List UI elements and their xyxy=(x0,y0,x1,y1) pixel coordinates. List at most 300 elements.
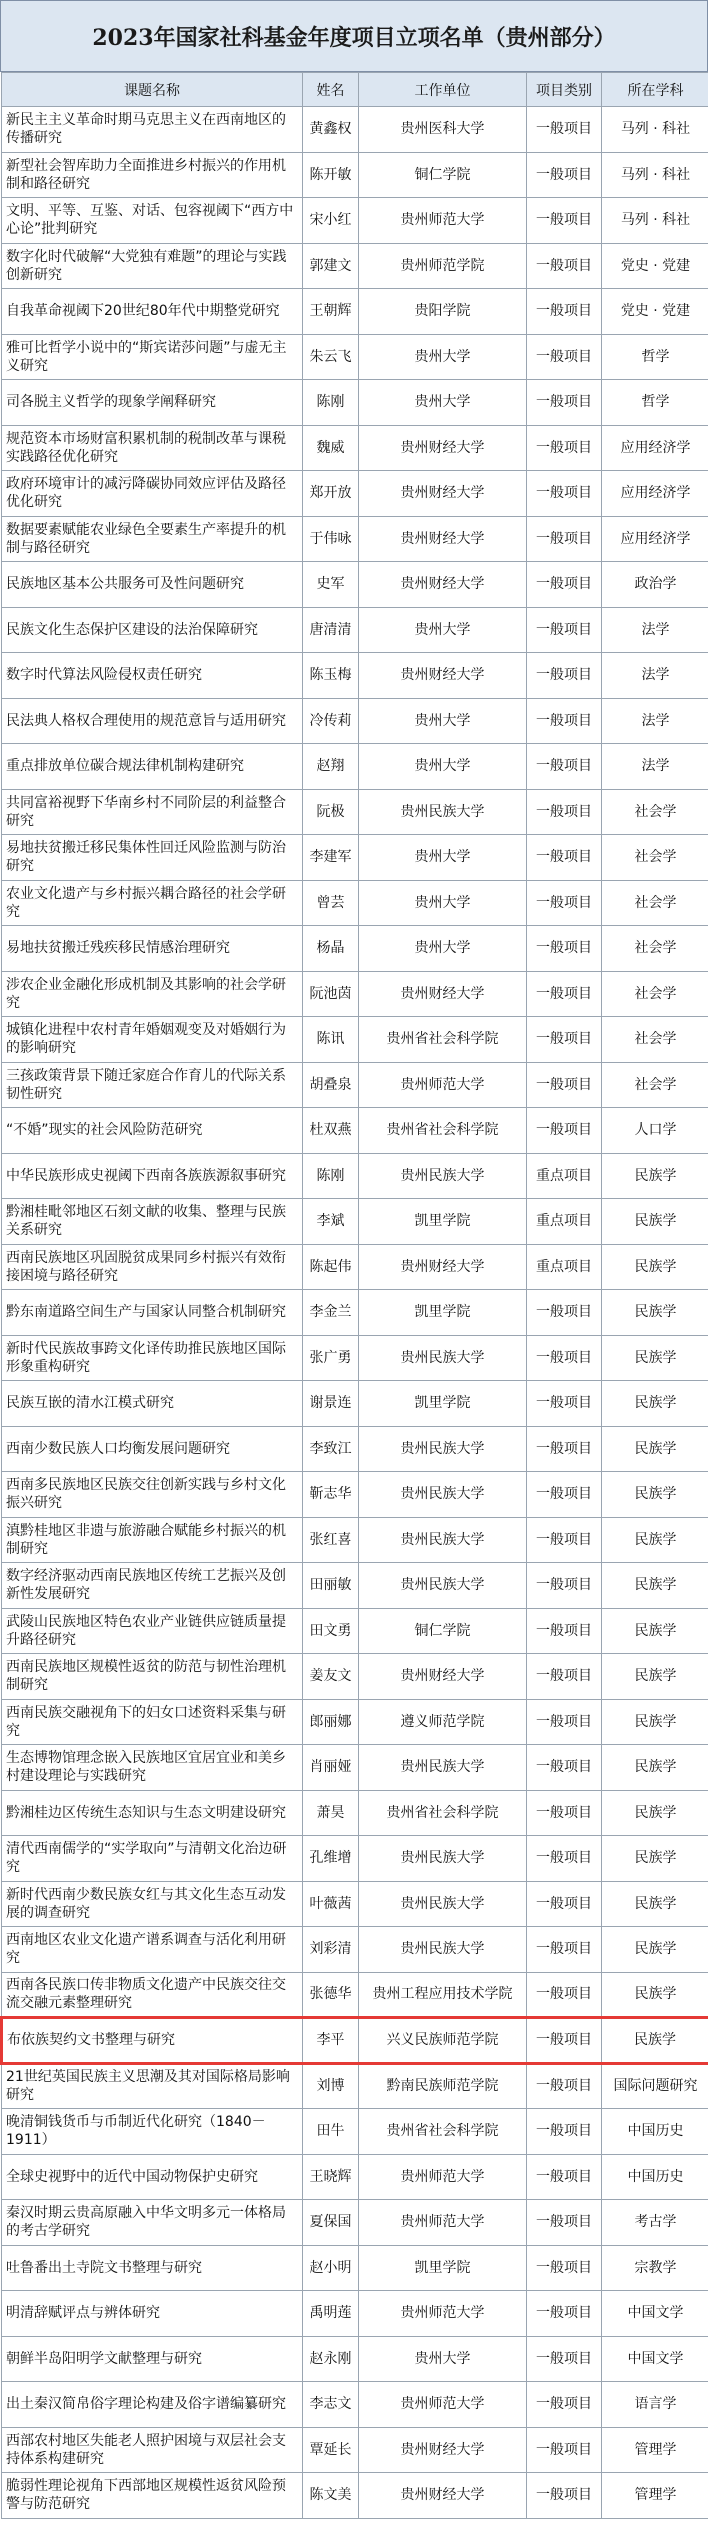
table-row xyxy=(2,425,708,471)
header-unit: 工作单位 xyxy=(359,73,527,107)
header-field: 所在学科 xyxy=(602,73,708,107)
cell-field: 人口学 xyxy=(602,1108,708,1154)
cell-topic: 滇黔桂地区非遗与旅游融合赋能乡村振兴的机制研究 xyxy=(2,1517,303,1563)
cell-name: 张广勇 xyxy=(303,1335,359,1381)
cell-field: 应用经济学 xyxy=(602,516,708,562)
table-row xyxy=(2,1699,708,1745)
cell-type: 一般项目 xyxy=(527,2382,602,2428)
cell-type: 一般项目 xyxy=(527,2018,602,2064)
cell-type: 一般项目 xyxy=(527,425,602,471)
cell-topic: 西南各民族口传非物质文化遗产中民族交往交流交融元素整理研究 xyxy=(2,1972,303,2018)
cell-name: 魏威 xyxy=(303,425,359,471)
table-row xyxy=(2,152,708,198)
table-row xyxy=(2,1790,708,1836)
cell-type: 一般项目 xyxy=(527,607,602,653)
cell-topic: 新型社会智库助力全面推进乡村振兴的作用机制和路径研究 xyxy=(2,152,303,198)
table-row xyxy=(2,2473,708,2519)
cell-field: 民族学 xyxy=(602,1790,708,1836)
cell-topic: 政府环境审计的减污降碳协同效应评估及路径优化研究 xyxy=(2,471,303,517)
cell-unit: 兴义民族师范学院 xyxy=(359,2018,527,2064)
cell-unit: 贵州师范大学 xyxy=(359,2382,527,2428)
cell-name: 李平 xyxy=(303,2018,359,2064)
cell-field: 民族学 xyxy=(602,1745,708,1791)
cell-name: 曾芸 xyxy=(303,880,359,926)
cell-type: 一般项目 xyxy=(527,2427,602,2473)
cell-name: 张德华 xyxy=(303,1972,359,2018)
table-row xyxy=(2,2154,708,2200)
cell-topic: 自我革命视阈下20世纪80年代中期整党研究 xyxy=(2,289,303,335)
cell-unit: 贵阳学院 xyxy=(359,289,527,335)
cell-topic: “不婚”现实的社会风险防范研究 xyxy=(2,1108,303,1154)
cell-unit: 贵州民族大学 xyxy=(359,1563,527,1609)
cell-type: 一般项目 xyxy=(527,1517,602,1563)
cell-topic: 重点排放单位碳合规法律机制构建研究 xyxy=(2,744,303,790)
table-row xyxy=(2,880,708,926)
cell-unit: 贵州财经大学 xyxy=(359,425,527,471)
table-row xyxy=(2,2245,708,2291)
cell-type: 一般项目 xyxy=(527,1017,602,1063)
cell-topic: 西南民族地区规模性返贫的防范与韧性治理机制研究 xyxy=(2,1654,303,1700)
cell-unit: 贵州民族大学 xyxy=(359,1836,527,1882)
cell-unit: 贵州工程应用技术学院 xyxy=(359,1972,527,2018)
table-row xyxy=(2,1017,708,1063)
cell-field: 中国文学 xyxy=(602,2291,708,2337)
cell-name: 杜双燕 xyxy=(303,1108,359,1154)
header-topic: 课题名称 xyxy=(2,73,303,107)
cell-topic: 黔湘桂边区传统生态知识与生态文明建设研究 xyxy=(2,1790,303,1836)
cell-unit: 贵州财经大学 xyxy=(359,471,527,517)
cell-type: 一般项目 xyxy=(527,698,602,744)
cell-field: 考古学 xyxy=(602,2200,708,2246)
cell-type: 一般项目 xyxy=(527,1062,602,1108)
cell-name: 李斌 xyxy=(303,1199,359,1245)
table-row xyxy=(2,1745,708,1791)
cell-unit: 贵州大学 xyxy=(359,926,527,972)
cell-name: 史军 xyxy=(303,562,359,608)
cell-field: 社会学 xyxy=(602,789,708,835)
cell-type: 一般项目 xyxy=(527,107,602,153)
cell-unit: 贵州大学 xyxy=(359,880,527,926)
table-row xyxy=(2,2109,708,2155)
cell-name: 陈刚 xyxy=(303,1153,359,1199)
cell-name: 李建军 xyxy=(303,835,359,881)
cell-unit: 贵州民族大学 xyxy=(359,1335,527,1381)
cell-field: 民族学 xyxy=(602,1972,708,2018)
cell-type: 一般项目 xyxy=(527,1335,602,1381)
cell-name: 赵小明 xyxy=(303,2245,359,2291)
cell-field: 民族学 xyxy=(602,1654,708,1700)
cell-name: 陈文美 xyxy=(303,2473,359,2519)
cell-topic: 全球史视野中的近代中国动物保护史研究 xyxy=(2,2154,303,2200)
cell-unit: 贵州民族大学 xyxy=(359,1153,527,1199)
cell-topic: 司各脱主义哲学的现象学阐释研究 xyxy=(2,380,303,426)
cell-field: 哲学 xyxy=(602,334,708,380)
cell-unit: 铜仁学院 xyxy=(359,152,527,198)
table-row xyxy=(2,562,708,608)
cell-type: 重点项目 xyxy=(527,1199,602,1245)
cell-topic: 清代西南儒学的“实学取向”与清朝文化治边研究 xyxy=(2,1836,303,1882)
cell-unit: 凯里学院 xyxy=(359,1381,527,1427)
cell-unit: 贵州民族大学 xyxy=(359,1745,527,1791)
cell-name: 孔维增 xyxy=(303,1836,359,1882)
table-row xyxy=(2,744,708,790)
cell-field: 法学 xyxy=(602,744,708,790)
cell-field: 民族学 xyxy=(602,1517,708,1563)
table-row xyxy=(2,1335,708,1381)
cell-topic: 民族互嵌的清水江模式研究 xyxy=(2,1381,303,1427)
table-row xyxy=(2,1881,708,1927)
cell-field: 民族学 xyxy=(602,1608,708,1654)
cell-field: 党史 · 党建 xyxy=(602,289,708,335)
cell-topic: 出土秦汉简帛俗字理论构建及俗字谱编纂研究 xyxy=(2,2382,303,2428)
cell-unit: 贵州财经大学 xyxy=(359,562,527,608)
table-row xyxy=(2,1108,708,1154)
table-row xyxy=(2,2382,708,2428)
cell-name: 张红喜 xyxy=(303,1517,359,1563)
table-row xyxy=(2,1517,708,1563)
cell-unit: 贵州省社会科学院 xyxy=(359,1790,527,1836)
cell-topic: 西南地区农业文化遗产谱系调查与活化利用研究 xyxy=(2,1927,303,1973)
table-row xyxy=(2,2063,708,2109)
cell-name: 禹明莲 xyxy=(303,2291,359,2337)
cell-name: 刘博 xyxy=(303,2063,359,2109)
cell-unit: 贵州医科大学 xyxy=(359,107,527,153)
table-row xyxy=(2,1836,708,1882)
cell-name: 陈讯 xyxy=(303,1017,359,1063)
cell-name: 杨晶 xyxy=(303,926,359,972)
cell-type: 一般项目 xyxy=(527,2336,602,2382)
cell-field: 中国文学 xyxy=(602,2336,708,2382)
cell-field: 应用经济学 xyxy=(602,471,708,517)
cell-field: 管理学 xyxy=(602,2427,708,2473)
cell-field: 民族学 xyxy=(602,1927,708,1973)
cell-name: 郭建文 xyxy=(303,243,359,289)
cell-unit: 黔南民族师范学院 xyxy=(359,2063,527,2109)
cell-unit: 贵州师范大学 xyxy=(359,2154,527,2200)
cell-type: 一般项目 xyxy=(527,1881,602,1927)
cell-type: 一般项目 xyxy=(527,1472,602,1518)
cell-unit: 贵州财经大学 xyxy=(359,971,527,1017)
table-row xyxy=(2,2291,708,2337)
cell-field: 马列 · 科社 xyxy=(602,152,708,198)
cell-type: 一般项目 xyxy=(527,1699,602,1745)
cell-field: 民族学 xyxy=(602,1472,708,1518)
cell-name: 李致江 xyxy=(303,1426,359,1472)
cell-name: 田文勇 xyxy=(303,1608,359,1654)
cell-unit: 贵州师范大学 xyxy=(359,2291,527,2337)
cell-type: 一般项目 xyxy=(527,2473,602,2519)
cell-topic: 西部农村地区失能老人照护困境与双层社会支持体系构建研究 xyxy=(2,2427,303,2473)
cell-topic: 西南民族交融视角下的妇女口述资料采集与研究 xyxy=(2,1699,303,1745)
cell-field: 民族学 xyxy=(602,2018,708,2064)
cell-field: 民族学 xyxy=(602,1836,708,1882)
table-row xyxy=(2,1927,708,1973)
cell-unit: 贵州省社会科学院 xyxy=(359,1108,527,1154)
cell-field: 哲学 xyxy=(602,380,708,426)
cell-topic: 农业文化遗产与乡村振兴耦合路径的社会学研究 xyxy=(2,880,303,926)
cell-type: 一般项目 xyxy=(527,2063,602,2109)
cell-topic: 中华民族形成史视阈下西南各族族源叙事研究 xyxy=(2,1153,303,1199)
cell-field: 民族学 xyxy=(602,1699,708,1745)
cell-name: 王晓辉 xyxy=(303,2154,359,2200)
cell-unit: 贵州大学 xyxy=(359,2336,527,2382)
cell-name: 胡叠泉 xyxy=(303,1062,359,1108)
cell-type: 一般项目 xyxy=(527,2154,602,2200)
cell-field: 社会学 xyxy=(602,880,708,926)
cell-topic: 易地扶贫搬迁移民集体性回迁风险监测与防治研究 xyxy=(2,835,303,881)
cell-field: 法学 xyxy=(602,698,708,744)
table-row xyxy=(2,971,708,1017)
cell-name: 陈玉梅 xyxy=(303,653,359,699)
cell-type: 一般项目 xyxy=(527,2291,602,2337)
cell-topic: 生态博物馆理念嵌入民族地区宜居宜业和美乡村建设理论与实践研究 xyxy=(2,1745,303,1791)
cell-unit: 贵州财经大学 xyxy=(359,516,527,562)
header-type: 项目类别 xyxy=(527,73,602,107)
cell-type: 重点项目 xyxy=(527,1244,602,1290)
cell-topic: 规范资本市场财富积累机制的税制改革与课税实践路径优化研究 xyxy=(2,425,303,471)
cell-topic: 秦汉时期云贵高原融入中华文明多元一体格局的考古学研究 xyxy=(2,2200,303,2246)
cell-field: 民族学 xyxy=(602,1244,708,1290)
table-row xyxy=(2,334,708,380)
cell-field: 民族学 xyxy=(602,1563,708,1609)
cell-topic: 共同富裕视野下华南乡村不同阶层的利益整合研究 xyxy=(2,789,303,835)
cell-name: 田丽敏 xyxy=(303,1563,359,1609)
cell-topic: 数据要素赋能农业绿色全要素生产率提升的机制与路径研究 xyxy=(2,516,303,562)
cell-unit: 贵州财经大学 xyxy=(359,653,527,699)
cell-type: 一般项目 xyxy=(527,334,602,380)
cell-name: 陈起伟 xyxy=(303,1244,359,1290)
project-table xyxy=(0,72,708,2519)
cell-field: 宗教学 xyxy=(602,2245,708,2291)
cell-unit: 凯里学院 xyxy=(359,2245,527,2291)
cell-name: 冷传莉 xyxy=(303,698,359,744)
cell-unit: 贵州财经大学 xyxy=(359,2427,527,2473)
cell-field: 民族学 xyxy=(602,1335,708,1381)
cell-name: 赵永刚 xyxy=(303,2336,359,2382)
cell-unit: 凯里学院 xyxy=(359,1290,527,1336)
table-row xyxy=(2,289,708,335)
cell-type: 一般项目 xyxy=(527,1972,602,2018)
cell-type: 一般项目 xyxy=(527,835,602,881)
cell-field: 政治学 xyxy=(602,562,708,608)
table-row xyxy=(2,243,708,289)
cell-type: 一般项目 xyxy=(527,243,602,289)
cell-topic: 朝鲜半岛阳明学文献整理与研究 xyxy=(2,2336,303,2382)
cell-field: 管理学 xyxy=(602,2473,708,2519)
cell-unit: 铜仁学院 xyxy=(359,1608,527,1654)
table-row xyxy=(2,698,708,744)
cell-topic: 民族文化生态保护区建设的法治保障研究 xyxy=(2,607,303,653)
cell-name: 萧昊 xyxy=(303,1790,359,1836)
cell-type: 一般项目 xyxy=(527,1608,602,1654)
cell-type: 一般项目 xyxy=(527,516,602,562)
cell-name: 唐清清 xyxy=(303,607,359,653)
cell-field: 民族学 xyxy=(602,1381,708,1427)
cell-type: 一般项目 xyxy=(527,1654,602,1700)
cell-field: 民族学 xyxy=(602,1881,708,1927)
table-row xyxy=(2,2427,708,2473)
cell-name: 李志文 xyxy=(303,2382,359,2428)
cell-type: 一般项目 xyxy=(527,289,602,335)
cell-unit: 贵州省社会科学院 xyxy=(359,2109,527,2155)
cell-unit: 贵州师范大学 xyxy=(359,198,527,244)
cell-type: 一般项目 xyxy=(527,926,602,972)
cell-topic: 西南少数民族人口均衡发展问题研究 xyxy=(2,1426,303,1472)
cell-type: 一般项目 xyxy=(527,198,602,244)
cell-type: 一般项目 xyxy=(527,1108,602,1154)
cell-topic: 吐鲁番出土寺院文书整理与研究 xyxy=(2,2245,303,2291)
cell-type: 一般项目 xyxy=(527,880,602,926)
table-row xyxy=(2,1472,708,1518)
cell-field: 社会学 xyxy=(602,835,708,881)
cell-unit: 贵州省社会科学院 xyxy=(359,1017,527,1063)
cell-name: 陈开敏 xyxy=(303,152,359,198)
cell-name: 靳志华 xyxy=(303,1472,359,1518)
cell-type: 一般项目 xyxy=(527,1836,602,1882)
cell-field: 中国历史 xyxy=(602,2109,708,2155)
cell-name: 王朝辉 xyxy=(303,289,359,335)
cell-topic: 易地扶贫搬迁残疾移民情感治理研究 xyxy=(2,926,303,972)
cell-field: 语言学 xyxy=(602,2382,708,2428)
table-row xyxy=(2,380,708,426)
cell-type: 一般项目 xyxy=(527,2200,602,2246)
cell-type: 一般项目 xyxy=(527,1790,602,1836)
document-title: 2023年国家社科基金年度项目立项名单（贵州部分） xyxy=(0,0,708,72)
cell-topic: 黔湘桂毗邻地区石刻文献的收集、整理与民族关系研究 xyxy=(2,1199,303,1245)
cell-unit: 贵州师范大学 xyxy=(359,1062,527,1108)
cell-field: 党史 · 党建 xyxy=(602,243,708,289)
cell-name: 于伟咏 xyxy=(303,516,359,562)
table-row xyxy=(2,1244,708,1290)
cell-topic: 新时代西南少数民族女红与其文化生态互动发展的调查研究 xyxy=(2,1881,303,1927)
table-row xyxy=(2,516,708,562)
cell-field: 中国历史 xyxy=(602,2154,708,2200)
cell-unit: 贵州民族大学 xyxy=(359,1927,527,1973)
cell-unit: 贵州大学 xyxy=(359,698,527,744)
cell-type: 一般项目 xyxy=(527,1290,602,1336)
cell-field: 民族学 xyxy=(602,1290,708,1336)
cell-name: 刘彩清 xyxy=(303,1927,359,1973)
cell-unit: 贵州师范大学 xyxy=(359,2200,527,2246)
cell-topic: 晚清铜钱货币与币制近代化研究（1840－1911） xyxy=(2,2109,303,2155)
table-row xyxy=(2,198,708,244)
cell-unit: 贵州民族大学 xyxy=(359,1472,527,1518)
cell-unit: 贵州民族大学 xyxy=(359,1881,527,1927)
cell-topic: 新时代民族故事跨文化译传助推民族地区国际形象重构研究 xyxy=(2,1335,303,1381)
cell-topic: 布依族契约文书整理与研究 xyxy=(2,2018,303,2064)
cell-unit: 贵州师范学院 xyxy=(359,243,527,289)
cell-unit: 贵州大学 xyxy=(359,744,527,790)
table-row xyxy=(2,607,708,653)
cell-topic: 数字时代算法风险侵权责任研究 xyxy=(2,653,303,699)
header-row xyxy=(2,73,708,107)
table-row xyxy=(2,1563,708,1609)
cell-name: 赵翔 xyxy=(303,744,359,790)
cell-name: 宋小红 xyxy=(303,198,359,244)
cell-topic: 明清辞赋评点与辨体研究 xyxy=(2,2291,303,2337)
cell-topic: 三孩政策背景下随迁家庭合作育儿的代际关系韧性研究 xyxy=(2,1062,303,1108)
cell-field: 社会学 xyxy=(602,926,708,972)
cell-unit: 贵州民族大学 xyxy=(359,1426,527,1472)
table-row xyxy=(2,1608,708,1654)
cell-type: 一般项目 xyxy=(527,1927,602,1973)
cell-field: 马列 · 科社 xyxy=(602,107,708,153)
cell-name: 黄鑫权 xyxy=(303,107,359,153)
cell-unit: 凯里学院 xyxy=(359,1199,527,1245)
table-row xyxy=(2,789,708,835)
cell-topic: 新民主主义革命时期马克思主义在西南地区的传播研究 xyxy=(2,107,303,153)
cell-name: 田牛 xyxy=(303,2109,359,2155)
cell-topic: 黔东南道路空间生产与国家认同整合机制研究 xyxy=(2,1290,303,1336)
cell-name: 谢景连 xyxy=(303,1381,359,1427)
cell-type: 一般项目 xyxy=(527,471,602,517)
cell-topic: 数字经济驱动西南民族地区传统工艺振兴及创新性发展研究 xyxy=(2,1563,303,1609)
cell-type: 一般项目 xyxy=(527,562,602,608)
cell-topic: 城镇化进程中农村青年婚姻观变及对婚姻行为的影响研究 xyxy=(2,1017,303,1063)
cell-field: 马列 · 科社 xyxy=(602,198,708,244)
cell-name: 夏保国 xyxy=(303,2200,359,2246)
cell-topic: 民法典人格权合理使用的规范意旨与适用研究 xyxy=(2,698,303,744)
cell-type: 一般项目 xyxy=(527,744,602,790)
cell-field: 民族学 xyxy=(602,1199,708,1245)
cell-unit: 贵州民族大学 xyxy=(359,1517,527,1563)
table-row xyxy=(2,2200,708,2246)
cell-topic: 雅可比哲学小说中的“斯宾诺莎问题”与虚无主义研究 xyxy=(2,334,303,380)
cell-field: 国际问题研究 xyxy=(602,2063,708,2109)
cell-topic: 武陵山民族地区特色农业产业链供应链质量提升路径研究 xyxy=(2,1608,303,1654)
cell-name: 肖丽娅 xyxy=(303,1745,359,1791)
cell-field: 应用经济学 xyxy=(602,425,708,471)
cell-topic: 文明、平等、互鉴、对话、包容视阈下“西方中心论”批判研究 xyxy=(2,198,303,244)
cell-name: 阮池茵 xyxy=(303,971,359,1017)
cell-unit: 贵州大学 xyxy=(359,380,527,426)
cell-topic: 民族地区基本公共服务可及性问题研究 xyxy=(2,562,303,608)
cell-unit: 遵义师范学院 xyxy=(359,1699,527,1745)
cell-topic: 涉农企业金融化形成机制及其影响的社会学研究 xyxy=(2,971,303,1017)
cell-type: 一般项目 xyxy=(527,152,602,198)
cell-type: 一般项目 xyxy=(527,1745,602,1791)
cell-field: 法学 xyxy=(602,607,708,653)
cell-type: 一般项目 xyxy=(527,1563,602,1609)
cell-unit: 贵州民族大学 xyxy=(359,789,527,835)
cell-type: 一般项目 xyxy=(527,2109,602,2155)
cell-topic: 脆弱性理论视角下西部地区规模性返贫风险预警与防范研究 xyxy=(2,2473,303,2519)
cell-type: 一般项目 xyxy=(527,789,602,835)
cell-field: 社会学 xyxy=(602,1017,708,1063)
cell-name: 郑开放 xyxy=(303,471,359,517)
cell-unit: 贵州大学 xyxy=(359,835,527,881)
cell-type: 一般项目 xyxy=(527,971,602,1017)
table-row xyxy=(2,2336,708,2382)
cell-name: 朱云飞 xyxy=(303,334,359,380)
cell-name: 郎丽娜 xyxy=(303,1699,359,1745)
table-body xyxy=(2,107,708,2519)
cell-unit: 贵州财经大学 xyxy=(359,1654,527,1700)
cell-name: 叶薇茜 xyxy=(303,1881,359,1927)
table-row xyxy=(2,835,708,881)
table-row xyxy=(2,1654,708,1700)
cell-field: 社会学 xyxy=(602,971,708,1017)
cell-type: 重点项目 xyxy=(527,1153,602,1199)
table-row xyxy=(2,1153,708,1199)
table-row-highlighted xyxy=(2,2018,708,2064)
table-row xyxy=(2,471,708,517)
cell-type: 一般项目 xyxy=(527,653,602,699)
cell-topic: 数字化时代破解“大党独有难题”的理论与实践创新研究 xyxy=(2,243,303,289)
cell-type: 一般项目 xyxy=(527,2245,602,2291)
header-name: 姓名 xyxy=(303,73,359,107)
cell-name: 陈刚 xyxy=(303,380,359,426)
